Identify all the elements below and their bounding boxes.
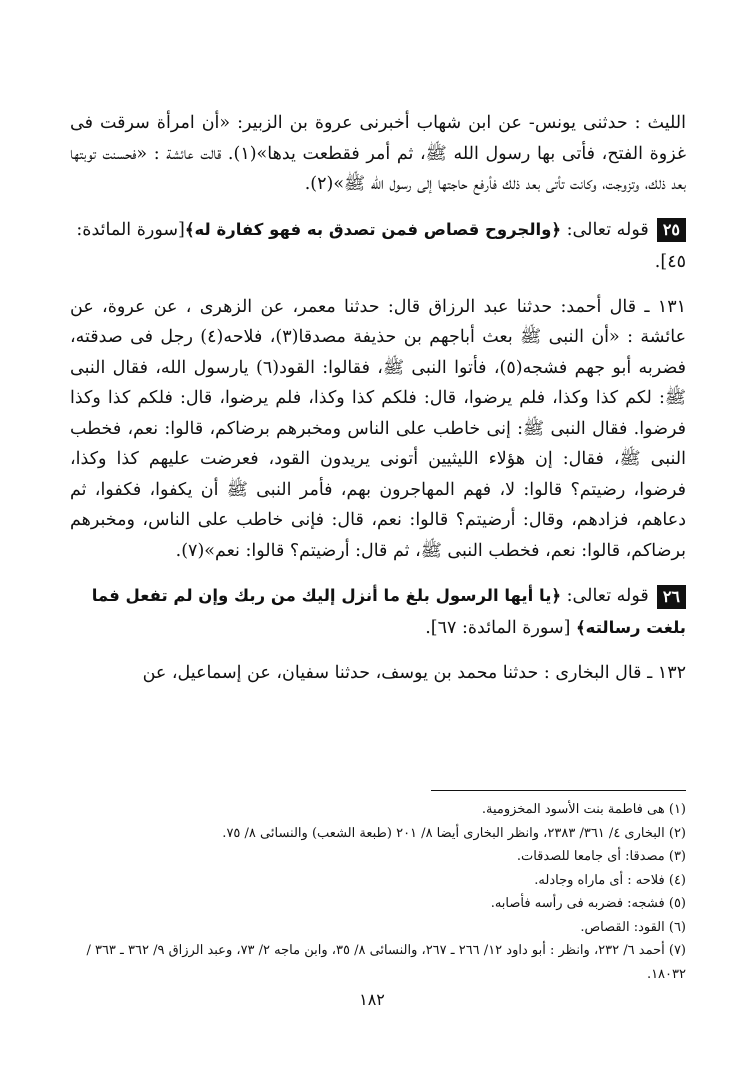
paragraph-131: ١٣١ ـ قال أحمد: حدثنا عبد الرزاق قال: حدثنا معمر، عن الزهرى ، عن عروة، عن عائشة : «أن النبى ﷺ بعث أباجهم بن حذيفة مصدقا(٣)، فلاحه(٤) رجل فى صدقته، فضربه أبو جهم فشجه(٥)، فأتوا النبى ﷺ، فقالوا: القود(٦) يارسول الله، فقال النبى ﷺ: لكم كذا وكذا، فلم يرضوا، قال: فلكم كذا وكذا، فلم يرضوا، قال: فلكم كذا وكذا فرضوا. فقال النبى ﷺ: إنى خاطب على الناس ومخبرهم برضاكم، قالوا: نعم، فخطب النبى ﷺ، فقال: إن هؤلاء الليثيين أتونى يريدون القود، فعرضت عليهم كذا وكذا، فرضوا، رضيتم؟ قالوا: لا، فهم المهاجرون بهم، فأمر النبى ﷺ أن يكفوا، فكفوا، ثم دعاهم، فزادهم، وقال: أرضيتم؟ قالوا: نعم، قال: فإنى خاطب على الناس، ومخبرهم برضاكم، قالوا: نعم، فخطب النبى ﷺ، ثم قال: أرضيتم؟ قالوا: نعم»(٧). [70,296,687,561]
section-number-26: ٢٦ [657,585,686,609]
paragraph-intro: الليث : حدثنى يونس- عن ابن شهاب أخبرنى عروة بن الزبير: «أن امرأة سرقت فى غزوة الفتح، فأتى بها رسول الله ﷺ، ثم أمر فقطعت يدها»(١). قالت عائشة : «فحسنت توبتها بعد ذلك، وتزوجت، وكانت تأتى بعد ذلك فأرفع حاجتها إلى رسول الله ﷺ»(٢). [70,113,687,194]
heading-26 [70,580,686,644]
footnote-2: (٢) البخارى ٤/ ٣٦١/ ٢٣٨٣، وانظر البخارى أيضا ٨/ ٢٠١ (طبعة الشعب) والنسائى ٨/ ٧٥. [222,825,686,841]
heading-25-verse: ﴿والجروح قصاص فمن تصدق به فهو كفارة له﴾ [184,219,562,239]
footnote-7: (٧) أحمد ٦/ ٢٣٢، وانظر : أبو داود ١٢/ ٢٦٦ ـ ٢٦٧، والنسائى ٨/ ٣٥، وابن ماجه ٢/ ٧٣، وعبد الرزاق ٩/ ٣٦٢ ـ ٣٦٣ / ١٨٠٣٢. [86,943,686,982]
footnotes [70,798,686,986]
heading-26-intro: قوله تعالى: [561,586,649,606]
page-number: ١٨٢ [359,990,385,1009]
page-body [70,108,686,689]
heading-25-ref: [سورة المائدة: ٤٥]. [76,219,686,272]
heading-25 [70,214,686,278]
section-number-25: ٢٥ [657,218,686,242]
heading-26-ref: [سورة المائدة: ٦٧]. [425,618,577,638]
paragraph-132: ١٣٢ ـ قال البخارى : حدثنا محمد بن يوسف، حدثنا سفيان، عن إسماعيل، عن [142,663,686,683]
heading-25-intro: قوله تعالى: [561,219,649,240]
footnote-4: (٤) فلاحه : أى ماراه وجادله. [534,872,686,888]
heading-26-verse: ﴿يا أيها الرسول بلغ ما أنزل إليك من ربك وإن لم تفعل فما بلغت رسالته﴾ [91,586,686,637]
footnote-3: (٣) مصدقا: أى جامعا للصدقات. [516,849,686,864]
footnote-divider [431,790,686,791]
footnote-6: (٦) القود: القصاص. [580,919,686,935]
footnote-1: (١) هى فاطمة بنت الأسود المخزومية. [481,802,686,817]
footnote-5: (٥) فشجه: فضربه فى رأسه فأصابه. [490,896,686,911]
